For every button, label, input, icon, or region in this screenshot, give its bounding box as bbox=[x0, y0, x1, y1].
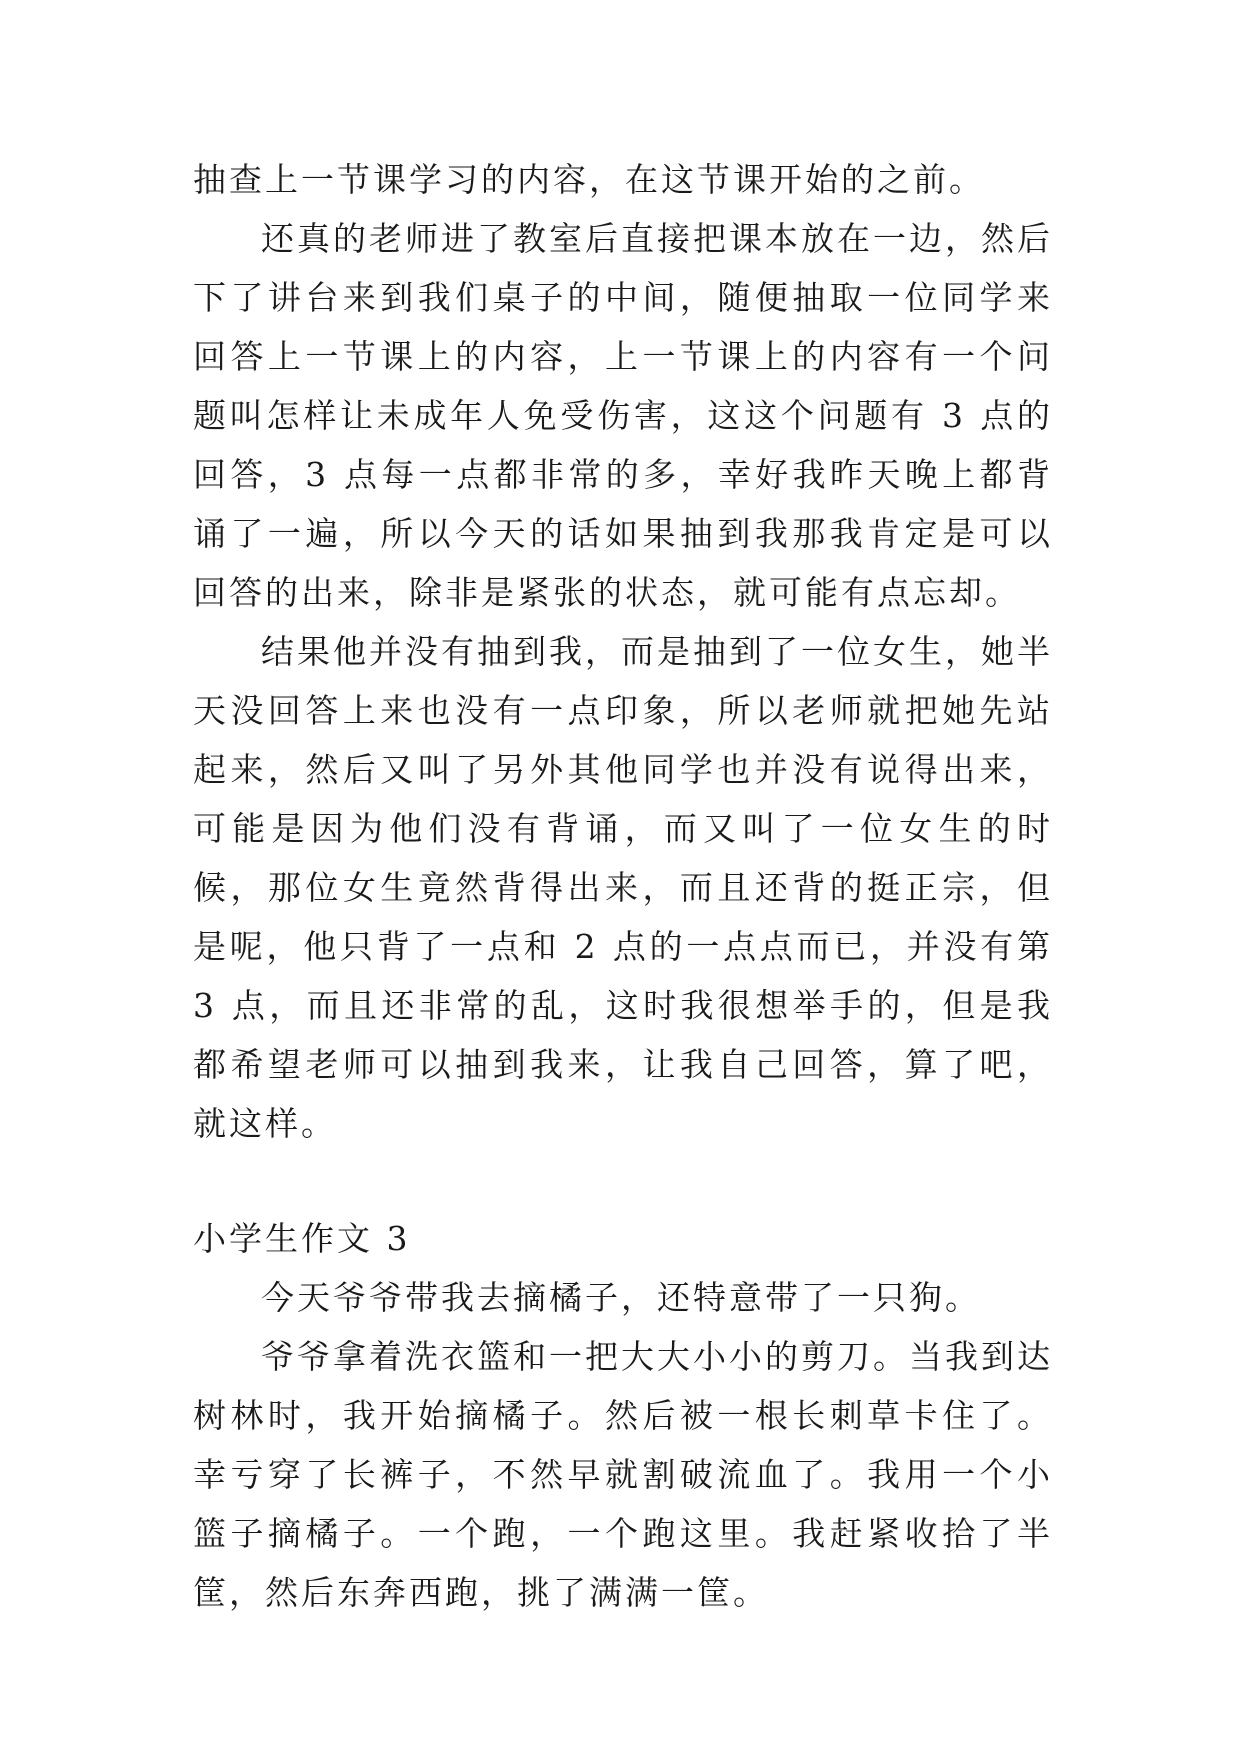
section-gap bbox=[193, 1153, 1053, 1209]
paragraph-continuation: 抽查上一节课学习的内容，在这节课开始的之前。 bbox=[193, 160, 985, 199]
paragraph-teacher-question: 还真的老师进了教室后直接把课本放在一边，然后下了讲台来到我们桌子的中间，随便抽取一位同学来回答上一节课上的内容，上一节课上的内容有一个问题叫怎样让未成年人免受伤害，这这个问题有 3 点的回答，3 点每一点都非常的多，幸好我昨天晚上都背诵了一遍，所以今天的话如果抽到我那我肯定是可以回答的出来，除非是紧张的状态，就可能有点忘却。 bbox=[193, 219, 1053, 612]
document-page bbox=[193, 150, 1053, 1622]
essay-title: 小学生作文 3 bbox=[193, 1219, 411, 1258]
paragraph-in-the-grove: 爷爷拿着洗衣篮和一把大大小小的剪刀。当我到达树林时，我开始摘橘子。然后被一根长刺草卡住了。幸亏穿了长裤子，不然早就割破流血了。我用一个小篮子摘橘子。一个跑，一个跑这里。我赶紧收拾了半筐，然后东奔西跑，挑了满满一筐。 bbox=[193, 1337, 1053, 1612]
paragraph-classmates-answer: 结果他并没有抽到我，而是抽到了一位女生，她半天没回答上来也没有一点印象，所以老师就把她先站起来，然后又叫了另外其他同学也并没有说得出来，可能是因为他们没有背诵，而又叫了一位女生的时候，那位女生竟然背得出来，而且还背的挺正宗，但是呢，他只背了一点和 2 点的一点点而已，并没有第 3 点，而且还非常的乱，这时我很想举手的，但是我都希望老师可以抽到我来，让我自己回答，算了吧，就这样。 bbox=[193, 632, 1053, 1143]
paragraph-picking-oranges: 今天爷爷带我去摘橘子，还特意带了一只狗。 bbox=[261, 1278, 981, 1317]
